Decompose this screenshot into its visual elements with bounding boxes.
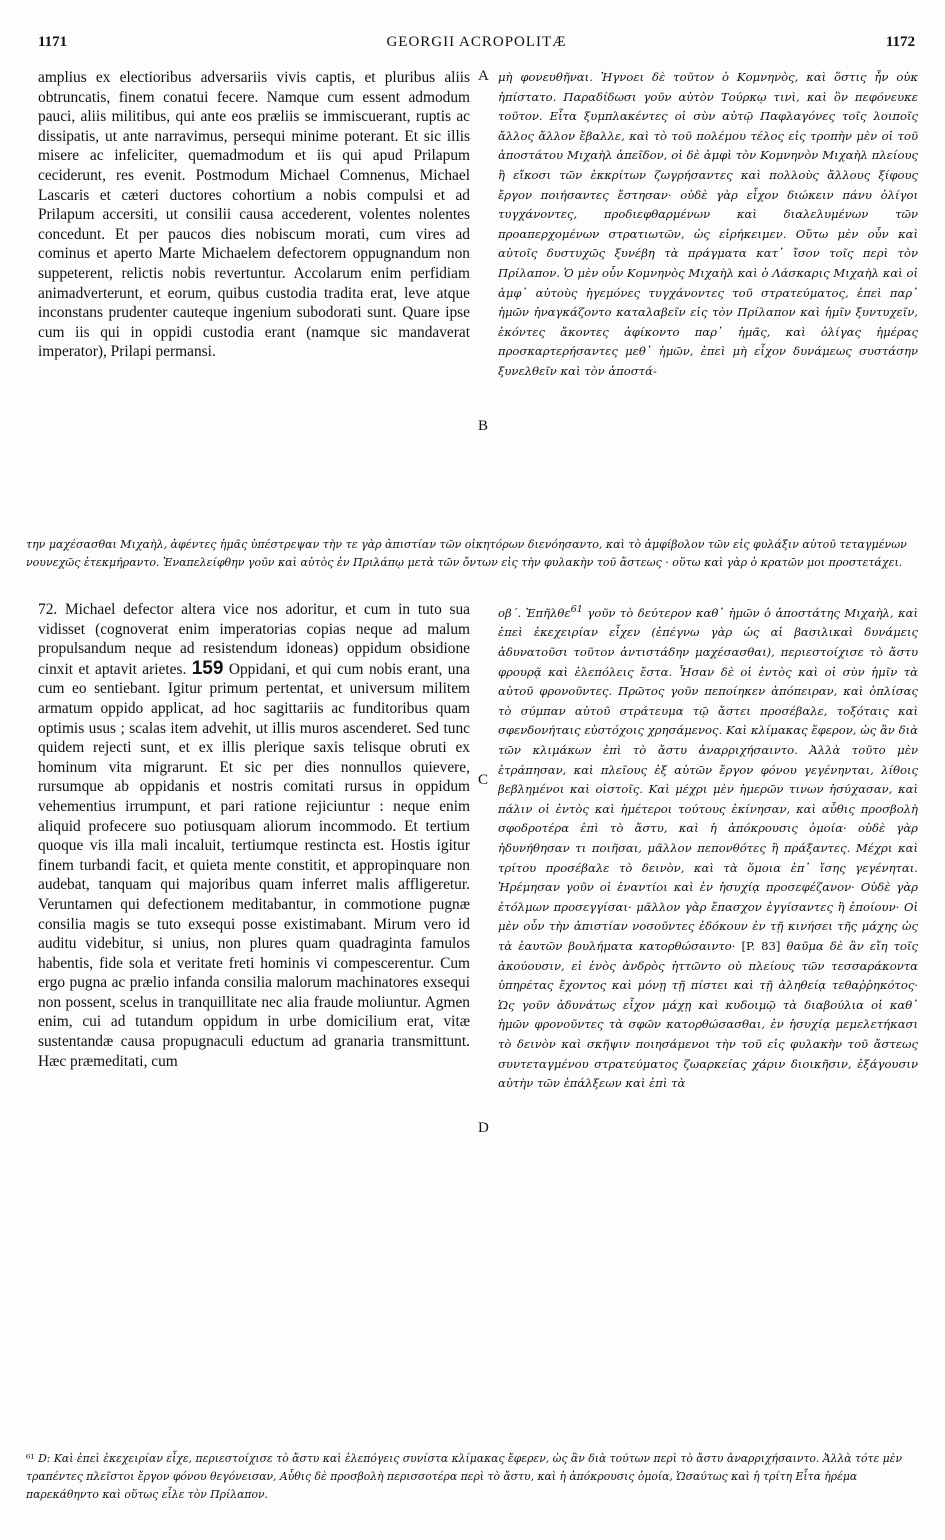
running-header (38, 34, 915, 56)
running-title: GEORGII ACROPOLITÆ (386, 34, 567, 50)
margin-marker-d: D (478, 1120, 489, 1136)
latin-text-after-number: Oppidani, et qui cum nobis erant, una cum eo sentiebant. Igitur primum pertentat, et universum militem armatum oppido applicat, ad hoc sagittariis ac funditoribus quam optimis usus ; scalas item advehit, ut illis muros ascenderet. Sed tunc quidem rejecti sunt, et ex illis plerique saxis telisque obruti ex hominum vita migrarunt. Et sic per dies nonnullos quievere, rursumque ab oppidanis et nostris comitati rursus in oppidum vehementius irrumpunt, et pari ratione rejiciuntur : neque enim aliquid profecere suo potiusquam aliorum incommodo. Et tertium quoque vis illa mali incaluit, tertiumque restincta est. Hostis igitur finem turbandi facit, et quieta mente constitit, et appropinquare non audebat, tanquam qui majoribus quam inferret malis affligeretur. Veruntamen qui defectionem meditabantur, in commotione pugnæ consilia magis se tuto exsequi posse existimabant. Mirum vero id auditu videbitur, si unius, non plures quam quadraginta famulos habentis, fide sola et veritate freti hominis vi compescerentur. Cum ergo pugna ac prælio infanda consilia malorum machinatores exsequi non possent, scelus in tranquillitate nec alia fraude moliuntur. Agmen enim, cui ad tutandum oppidum in urbe domicilium erat, vitæ sustentandæ causa propugnaculi eductum ad granaria transmittunt. Hæc præmeditati, cum (38, 660, 470, 1070)
footnote (26, 1450, 926, 1504)
greek-paragraph-72 (498, 600, 918, 1094)
greek-section-text: γοῦν τὸ δεύτερον καθ᾽ ἡμῶν ὁ ἀποστάτης Μιχαὴλ, καὶ ἐπεὶ ἐκεχειρίαν εἶχεν (ἐπέγνω γὰρ ὡς αἱ βασιλικαὶ δυνάμεις ἀδυνατοῦσι τοῦτον ἀντιστάδην μαχέσασθαι), περιεστοίχισε τὸ ἄστυ φρουρᾷ καὶ ἑλεπόλεις ἔστα. Ἦσαν δὲ οἱ ἐντὸς καὶ οἱ σὺν ἡμῖν τὰ αὐτοῦ φρονοῦντες. Πρῶτος γοῦν πεποίηκεν ἀπόπειραν, καὶ ὁπλίσας τὸ σύμπαν αὐτοῦ στράτευμα τῷ ἄστει προσέβαλε, τοξόταις καὶ σφενδονήταις εὐστόχοις χρησάμενος. Καὶ κλίμακας ἔφερον, ὡς ἂν διὰ τῶν κλιμάκων ἐπὶ τὸ ἄστυ ἀναρριχήσαιντο. Ἀλλὰ τοῦτο μὲν ἐτράπησαν, καὶ πλεῖους ἐξ αὐτῶν ἔργον φόνου γεγένηνται, λίθοις βεβλημένοι καὶ οἰστοῖς. Καὶ μέχρι μὲν ἡμερῶν τινων ἡσύχασαν, καὶ πάλιν οἱ ἐντὸς καὶ ἡμέτεροι τούτους ἐκίνησαν, καὶ αὖθις προσβολὴ σφοδροτέρα ἐπὶ τὸ ἄστυ, καὶ ἡ ἀπόκρουσις ὁμοία· οὐδὲ γὰρ ἠδυνήθησαν τι ποιῆσαι, μᾶλλον πεπονθότες ἢ πράξαντες. Μέχρι καὶ τρίτου προσέβαλε τὸ δεινὸν, καὶ τὰ ὅμοια ἐπ᾽ ἴσης γεγένηται. Ἠρέμησαν γοῦν οἱ ἐναντίοι καὶ ἐν ἡσυχίᾳ προσεφέζανον· Οὐδὲ γὰρ ἐτόλμων προσεγγίσαι· μᾶλλον γὰρ ἔπασχον ἐγγίσαντες ἢ ἐποίουν· Οἱ μὲν οὖν τὴν ἀπιστίαν νοσοῦντες ἐδόκουν ἐν τῇ κινήσει τῆς μάχης ὡς τὰ ἑαυτῶν βουλήματα κατορθώσαιντο· (498, 605, 918, 953)
greek-section-start: οβ΄. Ἐπῆλθε (498, 605, 571, 620)
right-page-number: 1172 (885, 34, 915, 50)
latin-text-before-number: 72. Michael defector altera vice nos adoritur, et cum in tuto sua vidisset (cognoverat enim imperatorias copias neque ad malum propulsandum neque ad resistendum idoneas) oppidum obsidione cinxit et aptavit arietes. (38, 601, 470, 678)
latin-column-top (38, 68, 470, 538)
greek-column-top (498, 68, 918, 538)
page-number-159: 159 (191, 657, 224, 679)
margin-marker-a: A (478, 68, 489, 84)
greek-spanning-text (26, 536, 926, 572)
latin-column-bottom (38, 600, 470, 1440)
latin-paragraph: amplius ex electioribus adversariis vivis captis, et pluribus aliis obtruncatis, finem conatui fecere. Namque cum essent admodum pauci, aliis militibus, qui ante eos præliis se immiscuerant, ruptis ac dissipatis, ut ante narravimus, persequi minime poterant. Et sic illis misere ac infeliciter, quemadmodum et iis qui apud Prilapum ceciderunt, res evenit. Postmodum Michael Comnenus, Michael Lascaris et cæteri ductores cohortium a nobis compulsi et ad Prilapum accersiti, ut consilii causa accederent, volentes nolentes concedunt. Et per paucos dies nobiscum morati, cum vires ad cominus et aperto Marte Michaelem defectorem oppugnandum non suppeterent, relictis nobis revertuntur. Accolarum enim perfidiam animadverterunt, et eorum, quibus custodia tradita erat, leve atque inconstans prudenter cauteque ingenium subodorati sunt. Quare ipse cum iis qui in oppidi custodia erant (namque sic mandaverat imperator), Prilapi permansi. (38, 69, 470, 361)
greek-paragraph: μὴ φονευθῆναι. Ἠγνοει δὲ τοῦτον ὁ Κομνηνὸς, καὶ ὅστις ἦν οὐκ ἠπίστατο. Παραδίδωσι γοῦν αὐτὸν Τούρκῳ τινὶ, καὶ ὃν πεφόνευκε τοῦτον. Εἶτα ξυμπλακέντες οἱ σὺν αὐτῷ Παφλαγόνες τοῖς λοιποῖς ἄλλος ἄλλον ἔβαλλε, καὶ τὸ τοῦ πολέμου τέλος εἰς τροπὴν μὲν οἱ τοῦ ἀποστάτου Μιχαὴλ ἀπεῖδον, οἱ δὲ ἀμφὶ τὸν Κομνηνὸν Μιχαὴλ πλείους ἢ εἴκοσι τῶν ἐκκρίτων ζωγρήσαντες καὶ πολλοὺς ἄλλους ξίφους ἔργον ποιήσαντες ἔστησαν· οὐδὲ γὰρ εἶχον διώκειν πάνυ ὀλίγοι τυγχάνοντες, προδιεφθαρμένων καὶ διαλελυμένων τῶν προαπερχομένων στρατιωτῶν, ὡς εἰρήκειμεν. Οὕτω μὲν οὖν καὶ αὐτοῖς δυστυχῶς ξυνέβη τὰ πράγματα κατ᾽ ἴσον τοῖς περὶ τὸν Πρίλαπον. Ὁ μὲν οὖν Κομνηνὸς Μιχαὴλ καὶ ὁ Λάσκαρις Μιχαὴλ καὶ οἱ ἀμφ᾽ αὐτοὺς ἡγεμόνες τυγχάνοντες τοῦ στρατεύματος, ἐπεὶ παρ᾽ ἡμῶν ἠναγκάζοντο καταλαβεῖν εἰς τὸν Πρίλαπον καὶ ἡμῖν ξυντυχεῖν, ἑκόντες ἄκοντες ἀφίκοντο παρ᾽ ἡμᾶς, καὶ ὀλίγας ἡμέρας προσκαρτερήσαντες μεθ᾽ ἡμῶν, ἐπεὶ μὴ εἶχον δυνάμεως συστάσην ξυνελθεῖν καὶ τὸν ἀποστά- (498, 70, 918, 378)
left-page-number: 1171 (38, 34, 68, 50)
margin-marker-b: B (478, 418, 489, 434)
margin-marker-c: C (478, 772, 489, 788)
footnote-reference: 61 (570, 604, 583, 615)
latin-paragraph-72 (38, 600, 470, 1071)
greek-section-end: θαῦμα δὲ ἂν εἴη τοῖς ἀκούουσιν, εἰ ἑνὸς ἀνδρὸς ἡττῶντο οὐ πλείους τῶν τεσσαράκοντα ὑπηρέτας ἔχοντος καὶ μόνῃ τῇ πίστει καὶ τῇ ἀληθείᾳ τεθαῤῥηκότος· Ὡς γοῦν ἀδυνάτως εἶχον μάχῃ καὶ κυδοιμῷ τὰ διαβούλια οἱ καθ᾽ ἡμῶν φρονοῦντες τὰ σφῶν κατορθώσασθαι, ἐν ἡσυχίᾳ μεμελετήκασι τὸ δεινὸν καὶ σκῆψιν ποιησάμενοι τὴν τοῦ εἰς φυλακὴν τοῦ ἄστεως συντεταγμένου στρατεύματος ζωαρκείας χάριν διοικῆσιν, ἐξάγουσιν αὐτὴν τῶν ἐπάλξεων καὶ ἐπὶ τὰ (498, 938, 918, 1091)
footnote-text: D: Καὶ ἐπεὶ ἐκεχειρίαν εἶχε, περιεστοίχισε τὸ ἄστυ καὶ ἑλεπόγεις συνίστα κλίμακας ἔφερεν, ὡς ἂν διὰ τούτων περὶ τὸ ἄστυ ἀναρριχήσαιντο. Ἀλλὰ τότε μὲν τραπέντες πλεῖστοι ἔργον φόνου θεγόνεισαν, Αὖθις δὲ προσβολὴ περισσοτέρα περὶ τὸ ἄστυ, καὶ ἡ ἀπόκρουσις ὁμοία, Ὡσαύτως καὶ ἡ τρίτη Εἶτα ἠρέμα παρεκάθηντο καὶ οὕτως εἶλε τὸν Πρίλαπον. (26, 1452, 903, 1501)
greek-column-bottom (498, 600, 918, 1440)
footnote-marker: ⁶¹ (26, 1452, 35, 1465)
page-reference: [P. 83] (741, 938, 781, 953)
greek-spanning-paragraph: την μαχέσασθαι Μιχαὴλ, ἀφέντες ἡμᾶς ὑπέστρεψαν τὴν τε γὰρ ἀπιστίαν τῶν οἰκητόρων διενόησαντο, καὶ τὸ ἀμφίβολον τῶν εἰς φυλάξιν αὐτοῦ τεταγμένων νουνεχῶς ἐτεκμήραντο. Ἐναπελείφθην γοῦν καὶ αὐτὸς ἐν Πριλάπῳ μετὰ τῶν ὄντων εἰς τὴν φυλακὴν τοῦ ἄστεως · οὕτω καὶ γὰρ ὁ κρατῶν μοι προστετάχει. (26, 538, 907, 569)
footnote-paragraph (26, 1450, 926, 1504)
